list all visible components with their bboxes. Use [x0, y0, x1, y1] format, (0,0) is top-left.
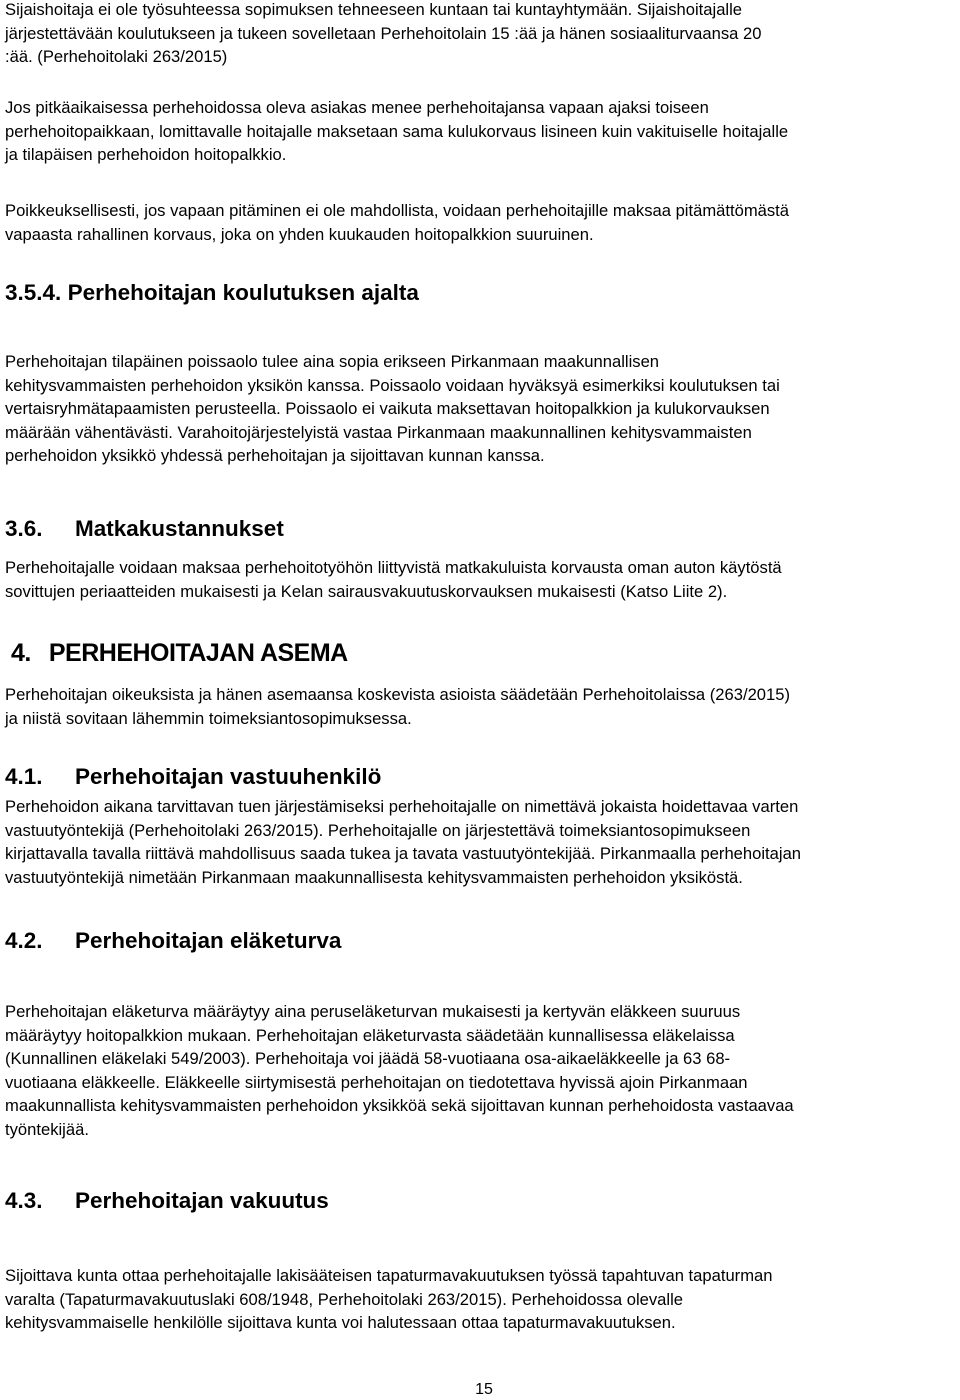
paragraph-line: (Kunnallinen eläkelaki 549/2003). Perhehoitaja voi jäädä 58-vuotiaana osa-aikaeläkkeelle ja 63 68- — [5, 1049, 731, 1068]
paragraph-line: Poikkeuksellisesti, jos vapaan pitäminen ei ole mahdollista, voidaan perhehoitajille maksaa pitämättömästä — [5, 201, 790, 220]
section-number: 3.5.4. — [5, 280, 62, 305]
section-title: Perhehoitajan eläketurva — [75, 928, 342, 953]
section-title: Matkakustannukset — [75, 516, 284, 541]
paragraph-line: vastuutyöntekijä nimetään Pirkanmaan maakunnallisesta kehitysvammaisten perhehoidon yksiköstä. — [5, 867, 743, 887]
section-title: Perhehoitajan vastuuhenkilö — [75, 764, 382, 789]
paragraph-line: järjestettävään koulutukseen ja tukeen sovelletaan Perhehoitolain 15 :ää ja hänen sosiaaliturvaansa 20 — [5, 23, 762, 43]
paragraph-line: vastuutyöntekijä (Perhehoitolaki 263/2015). Perhehoitajalle on järjestettävä toimeksiantosopimukseen — [5, 820, 751, 840]
section-number: 4.1. — [5, 764, 43, 789]
paragraph-line: kehitysvammaiselle henkilölle sijoittava kunta voi halutessaan ottaa tapaturmavakuutuksen. — [5, 1313, 676, 1332]
intro-paragraph — [5, 0, 957, 69]
paragraph-line: :ää. (Perhehoitolaki 263/2015) — [5, 47, 228, 66]
page-number — [0, 1380, 960, 1400]
paragraph-line: ja niistä sovitaan lähemmin toimeksiantosopimuksessa. — [5, 708, 412, 728]
section-heading-4-2 — [5, 927, 342, 955]
section-4-2-body — [5, 1000, 957, 1141]
paragraph-line: Perhehoitajalle voidaan maksaa perhehoitotyöhön liittyvistä matkakuluista korvausta oman auton käytöstä — [5, 558, 782, 577]
paragraph-line: Perhehoitajan tilapäinen poissaolo tulee aina sopia erikseen Pirkanmaan maakunnallisen — [5, 352, 660, 371]
paragraph-line: määräytyy hoitopalkkion mukaan. Perhehoitajan eläketurvasta säädetään kunnallisessa eläkelaissa — [5, 1025, 735, 1045]
section-heading-4-1 — [5, 763, 382, 791]
respite-paragraph — [5, 96, 957, 167]
paragraph-line: Sijoittava kunta ottaa perhehoitajalle lakisääteisen tapaturmavakuutuksen työssä tapahtuvan tapaturman — [5, 1266, 773, 1285]
paragraph-line: kehitysvammaisten perhehoidon yksikön kanssa. Poissaolo voidaan hyväksyä esimerkiksi koulutuksen tai — [5, 375, 780, 395]
paragraph-line: vertaisryhmätapaamisten perusteella. Poissaolo ei vaikuta maksettavan hoitopalkkion ja kulukorvauksen — [5, 399, 770, 418]
paragraph-line: Sijaishoitaja ei ole työsuhteessa sopimuksen tehneeseen kuntaan tai kuntayhtymään. Sijaishoitajalle — [5, 0, 743, 19]
section-heading-4-3 — [5, 1187, 329, 1215]
section-3-5-4-body — [5, 350, 957, 468]
paragraph-line: työntekijää. — [5, 1119, 89, 1139]
section-4-3-body — [5, 1264, 957, 1335]
paragraph-line: Jos pitkäaikaisessa perhehoidossa oleva asiakas menee perhehoitajansa vapaan ajaksi toiseen — [5, 98, 709, 117]
paragraph-line: määrään vähentävästi. Varahoitojärjestelyistä vastaa Pirkanmaan maakunnallinen kehitysvammaisten — [5, 422, 752, 442]
paragraph-line: sovittujen periaatteiden mukaisesti ja Kelan sairausvakuutuskorvauksen mukaisesti (Katso Liite 2). — [5, 581, 728, 601]
paragraph-line: vuotiaana eläkkeelle. Eläkkeelle siirtymisestä perhehoitajan on tiedotettava hyvissä ajoin Pirkanmaan — [5, 1072, 748, 1092]
paragraph-line: varalta (Tapaturmavakuutuslaki 608/1948, Perhehoitolaki 263/2015). Perhehoidossa olevalle — [5, 1289, 684, 1309]
section-title: Perhehoitajan vakuutus — [75, 1188, 329, 1213]
paragraph-line: ja tilapäisen perhehoidon hoitopalkkio. — [5, 145, 287, 164]
section-number: 4.2. — [5, 928, 43, 953]
section-heading-3-5-4 — [5, 279, 419, 307]
section-number: 4.3. — [5, 1188, 43, 1213]
page-number-text: 15 — [475, 1381, 493, 1398]
paragraph-line: vapaasta rahallinen korvaus, joka on yhden kuukauden hoitopalkkion suuruinen. — [5, 224, 594, 244]
section-heading-3-6 — [5, 515, 284, 543]
paragraph-line: maakunnallista kehitysvammaisten perhehoidon yksikköä sekä sijoittavan kunnan perhehoidosta vastaavaa — [5, 1096, 794, 1115]
paragraph-line: Perhehoitajan oikeuksista ja hänen asemaansa koskevista asioista säädetään Perhehoitolaissa (263/2015) — [5, 685, 791, 704]
section-4-1-body — [5, 795, 957, 889]
paragraph-line: Perhehoitajan eläketurva määräytyy aina peruseläketurvan mukaisesti ja kertyvän eläkkeen suuruus — [5, 1002, 741, 1021]
section-title: Perhehoitajan koulutuksen ajalta — [67, 280, 419, 305]
section-4-body — [5, 683, 957, 730]
chapter-heading-4 — [11, 638, 348, 668]
paragraph-line: perhehoitopaikkaan, lomittavalle hoitajalle maksetaan sama kulukorvaus lisineen kuin vakituiselle hoitajalle — [5, 121, 789, 141]
paragraph-line: perhehoidon yksikkö yhdessä perhehoitajan ja sijoittavan kunnan kanssa. — [5, 446, 545, 465]
exception-paragraph — [5, 199, 957, 246]
paragraph-line: kirjattavalla tavalla riittävä mahdollisuus saada tukea ja tavata vastuutyöntekijää. Pirkanmaalla perhehoitajan — [5, 844, 802, 863]
chapter-title: PERHEHOITAJAN ASEMA — [48, 639, 348, 667]
section-3-6-body — [5, 556, 957, 603]
paragraph-line: Perhehoidon aikana tarvittavan tuen järjestämiseksi perhehoitajalle on nimettävä jokaista hoidettavaa varten — [5, 797, 799, 816]
chapter-number: 4. — [11, 639, 31, 667]
section-number: 3.6. — [5, 516, 43, 541]
